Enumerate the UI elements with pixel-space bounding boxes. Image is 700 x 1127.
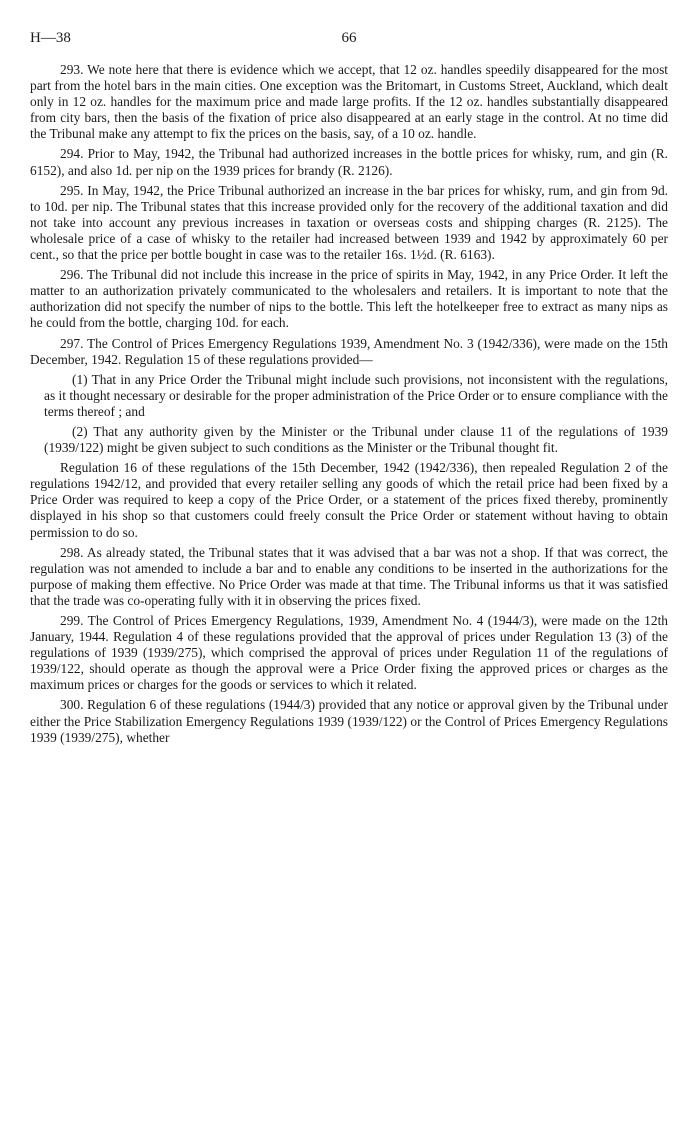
paragraph-295: 295. In May, 1942, the Price Tribunal authorized an increase in the bar prices for whisky, rum, and gin from 9d. to 10d. per nip. The Tribunal states that this increase provided only for the recovery of the additional taxation and did not take into account any previous increases in taxation or overseas costs and shipping charges (R. 2125). The wholesale price of a case of whisky to the retailer had increased between 1939 and 1942 by approximately 60 per cent., so that the price per bottle bought in case was to the retailer 16s. 1½d. (R. 6163).	[30, 182, 668, 263]
paragraph-regulation-16: Regulation 16 of these regulations of the 15th December, 1942 (1942/336), then repealed Regulation 2 of the regulations 1942/12, and provided that every retailer selling any goods of which the retail price had been fixed by a Price Order was required to keep a copy of the Price Order, or a statement of the prices fixed thereby, prominently displayed in his shop so that customers could freely consult the Price Order or statement without having to obtain permission to do so.	[30, 460, 668, 540]
paragraph-297: 297. The Control of Prices Emergency Regulations 1939, Amendment No. 3 (1942/336), were made on the 15th December, 1942. Regulation 15 of these regulations provided—	[30, 335, 668, 367]
subclause-2: (2) That any authority given by the Minister or the Tribunal under clause 11 of the regulations of 1939 (1939/122) might be given subject to such conditions as the Minister or the Tribunal thought fit.	[44, 423, 668, 456]
subclause-1: (1) That in any Price Order the Tribunal might include such provisions, not inconsistent with the regulations, as it thought necessary or desirable for the proper administration of the Price Order or to ensure compliance with the terms thereof ; and	[44, 371, 668, 419]
page-number: 66	[341, 30, 357, 46]
page-header	[30, 30, 668, 52]
document-page	[30, 30, 668, 750]
paragraph-296: 296. The Tribunal did not include this increase in the price of spirits in May, 1942, in any Price Order. It left the matter to an authorization privately communicated to the wholesalers and retailers. It is important to note that the authorization did not specify the number of nips to the bottle. This left the hotelkeeper free to extract as many nips as he could from the bottle, charging 10d. for each.	[30, 267, 668, 331]
paragraph-298: 298. As already stated, the Tribunal states that it was advised that a bar was not a shop. If that was correct, the regulation was not amended to include a bar and to enable any conditions to be inserted in the authorizations for the purpose of making them effective. No Price Order was made at that time. The Tribunal informs us that it was satisfied that the trade was co-operating fully with it in observing the prices fixed.	[30, 544, 668, 608]
paragraph-300: 300. Regulation 6 of these regulations (1944/3) provided that any notice or approval given by the Tribunal under either the Price Stabilization Emergency Regulations 1939 (1939/122) or the Control of Prices Emergency Regulations 1939 (1939/275), whether	[30, 697, 668, 745]
paragraph-294: 294. Prior to May, 1942, the Tribunal had authorized increases in the bottle prices for whisky, rum, and gin (R. 6152), and also 1d. per nip on the 1939 prices for brandy (R. 2126).	[30, 146, 668, 178]
paragraph-293: 293. We note here that there is evidence which we accept, that 12 oz. handles speedily disappeared for the most part from the hotel bars in the main cities. One exception was the Britomart, in Customs Street, Auckland, which dealt only in 12 oz. handles for the maximum price and made large profits. If the 12 oz. handles substantially disappeared from city bars, then the basis of the fixation of price also disappeared at an early stage in the control. At no time did the Tribunal make any attempt to fix the prices on the basis, say, of a 10 oz. handle.	[30, 62, 668, 142]
paragraph-299: 299. The Control of Prices Emergency Regulations, 1939, Amendment No. 4 (1944/3), were made on the 12th January, 1944. Regulation 4 of these regulations provided that the approval of prices under Regulation 13 (3) of the regulations of 1939 (1939/275), which comprised the approval of prices under Regulation 11 of the regulations of 1939/122, should operate as though the approval were a Price Order fixing the approved prices or charges as the maximum prices or charges for the goods or services to which it related.	[30, 613, 668, 693]
report-reference: H—38	[30, 30, 71, 46]
body-text	[30, 62, 668, 746]
